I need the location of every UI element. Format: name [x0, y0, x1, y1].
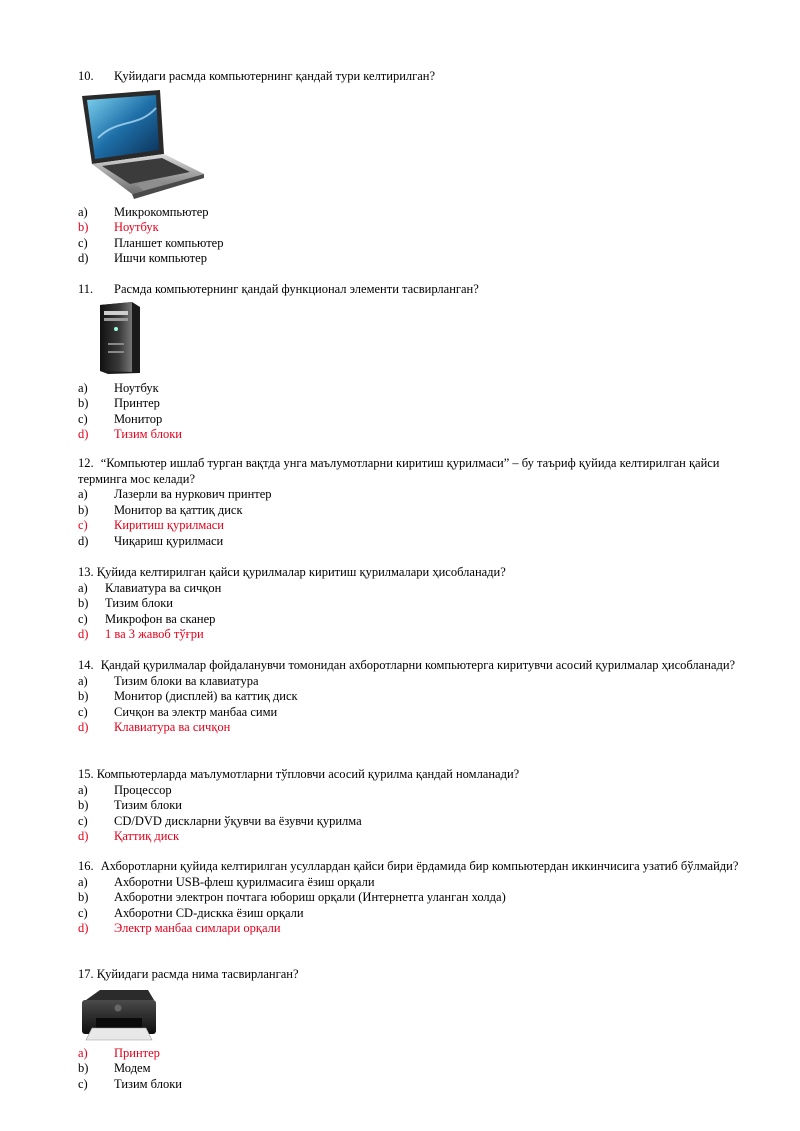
question-text: Компьютерларда маълумотларни тўпловчи асосий қурилма қандай номланади?: [96, 767, 520, 781]
question-number: 15.: [78, 767, 94, 781]
option-a[interactable]: a) Микрокомпьютер: [78, 204, 209, 219]
option-d[interactable]: d) Чиқариш қурилмаси: [78, 533, 224, 548]
question-number: 14.: [78, 658, 94, 672]
option-d-correct[interactable]: d) 1 ва 3 жавоб тўғри: [78, 627, 204, 641]
question-10-title: [78, 69, 748, 85]
option-d[interactable]: d) Ишчи компьютер: [78, 251, 207, 265]
question-16: [78, 859, 748, 937]
option-d-correct[interactable]: d) Қаттиқ диск: [78, 829, 180, 843]
question-text: Қуйидаги расмда нима тасвирланган?: [96, 967, 299, 981]
question-number: 13.: [78, 565, 94, 579]
question-15: [78, 767, 748, 845]
question-13: [78, 565, 748, 643]
question-17-title: [78, 967, 748, 983]
option-b[interactable]: b) Ахборотни электрон почтага юбориш орқали (Интернетга уланган холда): [78, 890, 506, 904]
option-c[interactable]: c) Сичқон ва электр манбаа сими: [78, 704, 278, 719]
question-text: Ахборотларни қуйида келтирилган усуллардан қайси бири ёрдамида бир компьютердан иккинчисига узатиб бўлмайди?: [100, 859, 739, 873]
option-b[interactable]: b) Тизим блоки: [78, 596, 173, 610]
question-13-title: [78, 565, 748, 581]
option-c[interactable]: c) Тизим блоки: [78, 1076, 182, 1091]
option-a[interactable]: a) Лазерли ва нуркович принтер: [78, 487, 272, 501]
question-15-title: [78, 767, 748, 783]
printer-icon: [78, 986, 158, 1042]
laptop-image: [78, 88, 748, 201]
question-11: [78, 282, 748, 443]
option-b[interactable]: b) Модем: [78, 1061, 151, 1075]
option-b[interactable]: b) Принтер: [78, 396, 160, 410]
question-number: 10.: [78, 69, 94, 83]
question-text: “Компьютер ишлаб турган вақтда унга маълумотларни киритиш қурилмаси” – бу таъриф қуйида келтирилган қайси терминга мос келади?: [78, 456, 720, 486]
option-a-correct[interactable]: a) Принтер: [78, 1045, 160, 1060]
question-10: [78, 69, 748, 267]
option-b[interactable]: b) Монитор (дисплей) ва каттиқ диск: [78, 689, 298, 703]
question-11-title: [78, 282, 748, 298]
option-a[interactable]: a) Ахборотни USB-флеш қурилмасига ёзиш орқали: [78, 874, 375, 889]
option-b[interactable]: b) Тизим блоки: [78, 798, 182, 812]
printer-image: [78, 986, 748, 1042]
question-14: [78, 658, 748, 736]
option-c[interactable]: c) Микрофон ва сканер: [78, 611, 216, 626]
question-number: 11.: [78, 282, 94, 296]
option-c[interactable]: c) Монитор: [78, 411, 163, 426]
option-d-correct[interactable]: d) Тизим блоки: [78, 427, 182, 441]
option-c[interactable]: c) CD/DVD дискларни ўқувчи ва ёзувчи қурилма: [78, 813, 362, 828]
question-text: Расмда компьютернинг қандай функционал элементи тасвирланган?: [114, 282, 479, 296]
question-12-title: [78, 456, 748, 487]
question-number: 17.: [78, 967, 94, 981]
option-d-correct[interactable]: d) Клавиатура ва сичқон: [78, 720, 231, 734]
option-a[interactable]: a) Процессор: [78, 782, 172, 797]
option-c[interactable]: c) Ахборотни CD-дискка ёзиш орқали: [78, 905, 304, 920]
question-text: Қуйидаги расмда компьютернинг қандай тури келтирилган?: [114, 69, 436, 83]
question-17: [78, 967, 748, 1092]
question-14-title: [78, 658, 748, 674]
option-b[interactable]: b) Монитор ва қаттиқ диск: [78, 502, 243, 517]
question-text: Қуйида келтирилган қайси қурилмалар киритиш қурилмалари ҳисобланади?: [96, 565, 506, 579]
system-unit-image: [78, 301, 748, 377]
laptop-icon: [78, 88, 208, 200]
option-d-correct[interactable]: d) Электр манбаа симлари орқали: [78, 921, 281, 935]
question-text: Қандай қурилмалар фойдаланувчи томонидан ахборотларни компьютерга киритувчи асосий қурилмалар ҳисобланади?: [100, 658, 736, 672]
system-unit-icon: [94, 301, 144, 375]
question-number: 16.: [78, 859, 94, 873]
option-a[interactable]: a) Ноутбук: [78, 380, 159, 395]
question-12: [78, 456, 748, 549]
option-c[interactable]: c) Планшет компьютер: [78, 235, 224, 250]
option-a[interactable]: a) Тизим блоки ва клавиатура: [78, 673, 259, 688]
question-16-title: [78, 859, 748, 875]
option-c-correct[interactable]: c) Киритиш қурилмаси: [78, 518, 224, 532]
question-number: 12.: [78, 456, 94, 470]
option-a[interactable]: a) Клавиатура ва сичқон: [78, 580, 222, 595]
option-b-correct[interactable]: b) Ноутбук: [78, 220, 159, 234]
